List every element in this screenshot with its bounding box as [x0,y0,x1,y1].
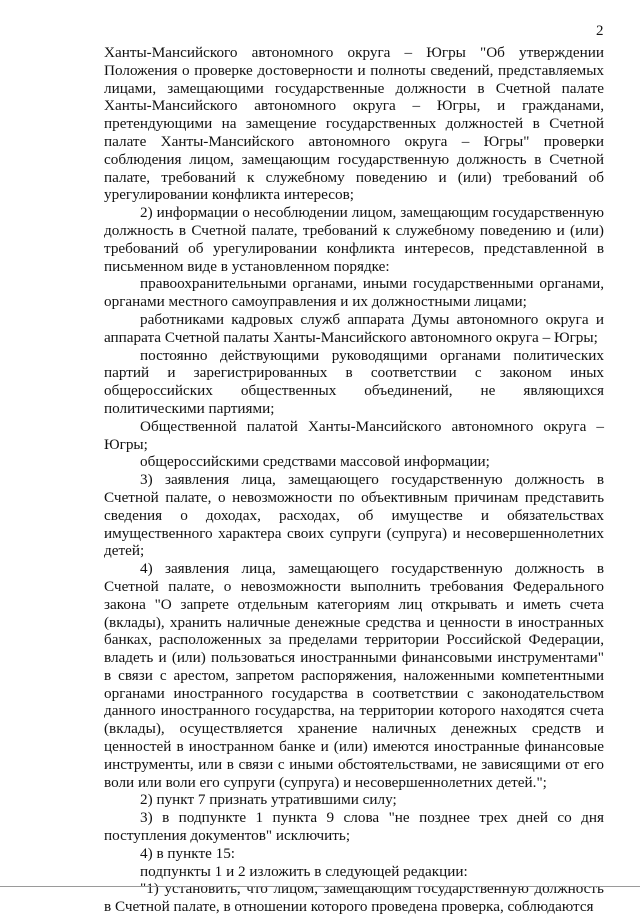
paragraph-item-3: 3) заявления лица, замещающего государственную должность в Счетной палате, о невозможности по объективным причинам представить сведения о доходах, расходах, об имуществе и обязательствах имущественного характера своих супруги (супруга) и несовершеннолетних детей; [104,471,604,560]
document-body [104,44,604,916]
paragraph-point-7: 2) пункт 7 признать утратившими силу; [140,791,397,809]
paragraph-hr-services: работниками кадровых служб аппарата Думы автономного округа и аппарата Счетной палаты Ханты-Мансийского автономного округа – Югры; [104,310,604,346]
paragraph-continuation: Ханты-Мансийского автономного округа – Югры "Об утверждении Положения о проверке достоверности и полноты сведений, представляемых лицами, замещающими государственные должности в Счетной палате Ханты-Мансийского автономного округа – Югры, и гражданами, претендующими на замещение государственных должностей в Счетной палате Ханты-Мансийского автономного округа – Югры" проверки соблюдения лицом, замещающим государственную должность в Счетной палате, требований к служебному поведению и (или) требований об урегулировании конфликта интересов; [104,44,604,204]
paragraph-political-parties: постоянно действующими руководящими органами политических партий и зарегистрированных в соответствии с законом иных общероссийских общественных объединений, не являющихся политическими партиями; [104,346,604,417]
paragraph-public-chamber: Общественной палатой Ханты-Мансийского автономного округа – Югры; [104,417,604,453]
paragraph-new-subpoint-1: "1) установить, что лицом, замещающим государственную должность в Счетной палате, в отношении которого проведена проверка, соблюдаются [104,880,604,916]
paragraph-law-enforcement: правоохранительными органами, иными государственными органами, органами местного самоуправления и их должностными лицами; [104,275,604,311]
paragraph-mass-media: общероссийскими средствами массовой информации; [140,453,490,471]
paragraph-subpoints: подпункты 1 и 2 изложить в следующей редакции: [140,862,468,880]
page-bottom-rule [0,886,640,887]
paragraph-item-2: 2) информации о несоблюдении лицом, замещающим государственную должность в Счетной палате, требований к служебному поведению и (или) требований об урегулировании конфликта интересов, представленной в письменном виде в установленном порядке: [104,204,604,275]
paragraph-item-4: 4) заявления лица, замещающего государственную должность в Счетной палате, о невозможности выполнить требования Федерального закона "О запрете отдельным категориям лиц открывать и иметь счета (вклады), хранить наличные денежные средства и ценности в иностранных банках, расположенных за пределами территории Российской Федерации, владеть и (или) пользоваться иностранными финансовыми инструментами" в связи с арестом, запретом распоряжения, наложенными компетентными органами иностранного государства в соответствии с законодательством данного иностранного государства, на территории которого находятся счета (вклады), осуществляется хранение наличных денежных средств и ценностей в иностранном банке и (или) имеются иностранные финансовые инструменты, или в связи с иными обстоятельствами, не зависящими от его воли или воли его супруги (супруга) и несовершеннолетних детей."; [104,560,604,791]
paragraph-point-9: 3) в подпункте 1 пункта 9 слова "не позднее трех дней со дня поступления документов" исключить; [104,809,604,845]
paragraph-point-15: 4) в пункте 15: [140,844,236,862]
page-number: 2 [596,23,604,39]
